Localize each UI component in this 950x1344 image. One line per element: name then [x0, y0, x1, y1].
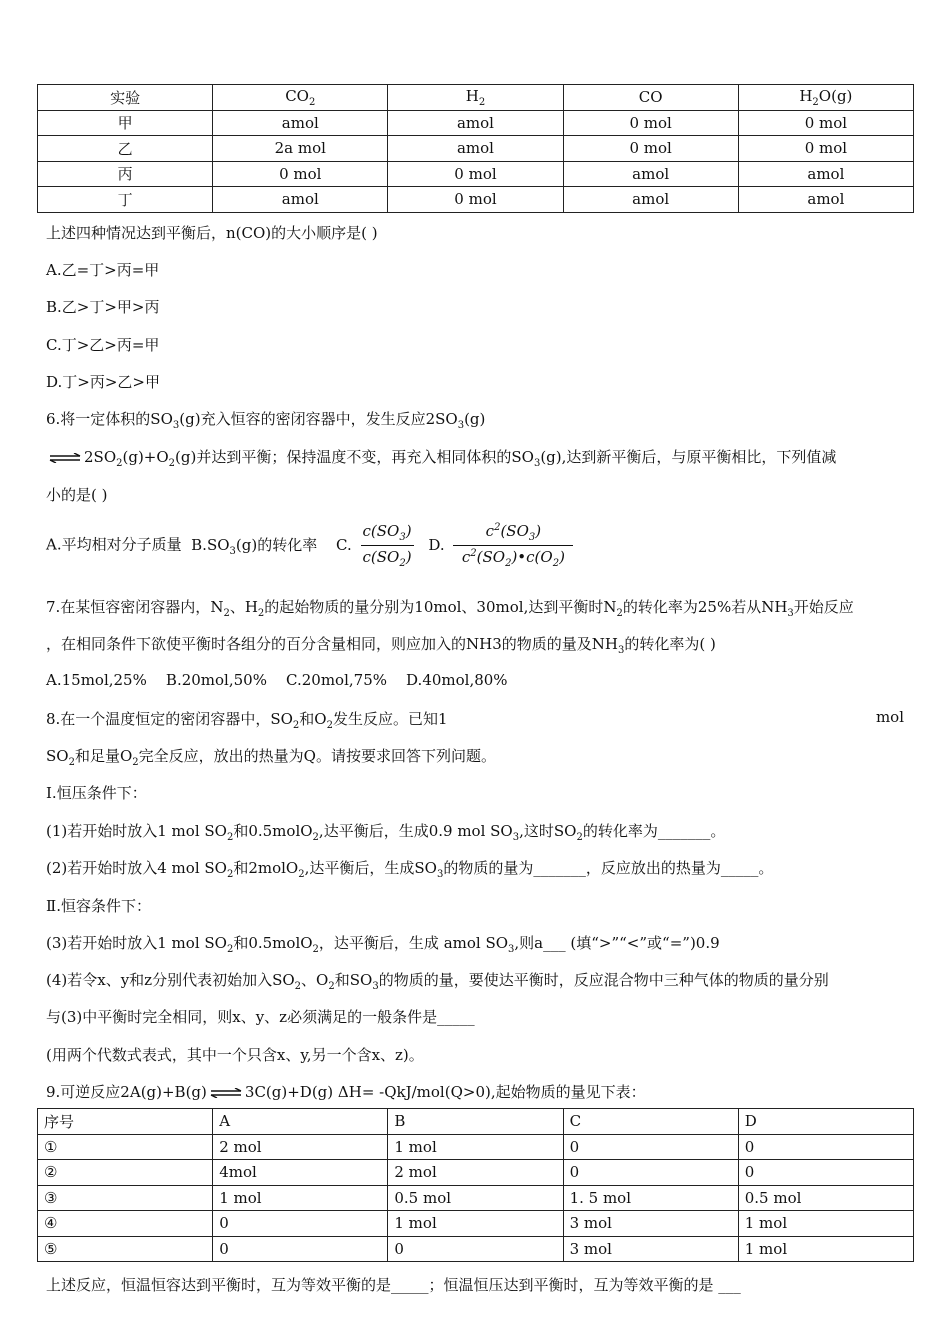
q6-option-a: A.平均相对分子质量: [46, 535, 182, 554]
table-cell: 1 mol: [388, 1211, 563, 1237]
table-cell: 0: [738, 1134, 913, 1160]
q9-stem: [46, 1081, 646, 1102]
q5-stem: 上述四种情况达到平衡后，n(CO)的大小顺序是( ): [46, 224, 378, 242]
q7-line2: ，在相同条件下欲使平衡时各组分的百分含量相同，则应加入的NH3的物质的量及$NH_3$的转化率为( ): [46, 635, 716, 656]
q8-part3: (3)若开始时放入1 mol $SO_2$和0.5molO$_2$，达平衡后，生成 amol $SO_3$,则a___ (填“>”“<”或“=”)0.9: [46, 934, 720, 955]
q8-line2: $SO_2$和足量$O_2$完全反应，放出的热量为Q。请按要求回答下列问题。: [46, 747, 496, 768]
header-cell: C: [563, 1109, 738, 1135]
q8-line1: 8.在一个温度恒定的密闭容器中，$SO_2$和$O_2$发生反应。已知1: [46, 710, 448, 731]
q7-options: A.15mol,25% B.20mol,50% C.20mol,75% D.40mol,80%: [46, 671, 508, 689]
table-cell: 丁: [38, 187, 213, 213]
table-cell: 丙: [38, 161, 213, 187]
table-cell: 甲: [38, 110, 213, 136]
q5-option-d: D.丁>丙>乙>甲: [46, 373, 160, 391]
table-header-row: [38, 85, 914, 111]
table-cell: 2 mol: [213, 1134, 388, 1160]
table-cell: ③: [38, 1185, 213, 1211]
table-cell: 3 mol: [563, 1236, 738, 1262]
table-cell: 0 mol: [563, 110, 738, 136]
table-cell: 1 mol: [738, 1211, 913, 1237]
table-cell: 0 mol: [388, 161, 563, 187]
table-row: [38, 1211, 914, 1237]
table-cell: 0 mol: [563, 136, 738, 162]
q8-part2: (2)若开始时放入4 mol $SO_2$和2molO$_2$,达平衡后，生成$SO_3$的物质的量为_______，反应放出的热量为_____。: [46, 859, 774, 880]
table-cell: 0: [213, 1236, 388, 1262]
q6-options: [46, 522, 577, 569]
table-cell: amol: [563, 161, 738, 187]
table-cell: 乙: [38, 136, 213, 162]
header-cell: A: [213, 1109, 388, 1135]
q6-line1: 6.将一定体积的$SO_3(g)$充入恒容的密闭容器中，发生反应$2SO_3(g)$: [46, 410, 486, 431]
equilibrium-arrow-icon: [209, 1088, 243, 1098]
table-cell: 2 mol: [388, 1160, 563, 1186]
q8-part1: (1)若开始时放入1 mol $SO_2$和0.5molO$_2$,达平衡后，生成0.9 mol $SO_3$,这时$SO_2$的转化率为_______。: [46, 822, 726, 843]
q7-line1: 7.在某恒容密闭容器内，$N_2$、$H_2$的起始物质的量分别为10mol、30mol,达到平衡时$N_2$的转化率为25%若从$NH_3$开始反应: [46, 598, 854, 619]
header-cell: $H_2O(g)$: [738, 85, 913, 111]
table-cell: amol: [738, 161, 913, 187]
q8-part4c: (用两个代数式表式，其中一个只含x、y,另一个含x、z)。: [46, 1046, 424, 1064]
table-cell: 1 mol: [738, 1236, 913, 1262]
table-header-row: [38, 1109, 914, 1135]
table-cell: 3 mol: [563, 1211, 738, 1237]
table-row: [38, 1236, 914, 1262]
table-cell: 0: [563, 1160, 738, 1186]
table-row: [38, 136, 914, 162]
table-cell: amol: [738, 187, 913, 213]
table-cell: amol: [388, 110, 563, 136]
table-cell: 0: [563, 1134, 738, 1160]
table-cell: amol: [563, 187, 738, 213]
q5-option-c: C.丁>乙>丙=甲: [46, 336, 160, 354]
header-cell: $CO_2$: [213, 85, 388, 111]
table-cell: ⑤: [38, 1236, 213, 1262]
q8-part4b: 与(3)中平衡时完全相同，则x、y、z必须满足的一般条件是_____: [46, 1008, 475, 1026]
table-cell: 0: [388, 1236, 563, 1262]
header-cell: 实验: [38, 85, 213, 111]
experiment-table: [37, 84, 914, 213]
header-cell: 序号: [38, 1109, 213, 1135]
table-row: [38, 187, 914, 213]
table-cell: ①: [38, 1134, 213, 1160]
q6-line3: 小的是( ): [46, 486, 108, 504]
q5-option-b: B.乙>丁>甲>丙: [46, 298, 160, 316]
table-row: [38, 161, 914, 187]
q6-option-b: $B.SO_3(g)$的转化率: [186, 535, 318, 557]
table-row: [38, 1185, 914, 1211]
header-cell: B: [388, 1109, 563, 1135]
table-row: [38, 1134, 914, 1160]
header-cell: $H_2$: [388, 85, 563, 111]
table-cell: 0: [213, 1211, 388, 1237]
table-cell: 1 mol: [388, 1134, 563, 1160]
q6-line2: $2SO_2(g)+O_2(g)$并达到平衡；保持温度不变，再充入相同体积的$SO_3(g)$,达到新平衡后，与原平衡相比，下列值减: [46, 446, 836, 469]
q9-stem-a: 9.可逆反应2A(g)+B(g): [46, 1083, 207, 1101]
table-cell: 0 mol: [388, 187, 563, 213]
table-cell: amol: [388, 136, 563, 162]
q9-stem-b: 3C(g)+D(g) ΔH= -QkJ/mol(Q>0),起始物质的量见下表：: [244, 1083, 646, 1101]
table-cell: 0 mol: [738, 110, 913, 136]
q8-section2: Ⅱ.恒容条件下：: [46, 897, 151, 915]
table-cell: 0: [738, 1160, 913, 1186]
fraction-c: $\frac{c(SO_3)}{c(SO_2)}$: [362, 522, 412, 569]
table-cell: ④: [38, 1211, 213, 1237]
header-cell: CO: [563, 85, 738, 111]
q6-option-d: D.: [428, 535, 445, 554]
table-cell: 0.5 mol: [388, 1185, 563, 1211]
table-cell: 2a mol: [213, 136, 388, 162]
table-cell: 1. 5 mol: [563, 1185, 738, 1211]
table-cell: ②: [38, 1160, 213, 1186]
initial-amount-table: [37, 1108, 914, 1262]
q8-line1-right: mol: [875, 708, 904, 726]
q8-section1: I.恒压条件下：: [46, 784, 147, 802]
table-cell: 0 mol: [738, 136, 913, 162]
equilibrium-arrow-icon: [48, 453, 82, 463]
table-cell: 4mol: [213, 1160, 388, 1186]
q8-part4a: (4)若令x、y和z分别代表初始加入$SO_2$、$O_2$和$SO_3$的物质的量，要使达平衡时，反应混合物中三种气体的物质的量分别: [46, 971, 829, 992]
q9-tail: 上述反应，恒温恒容达到平衡时，互为等效平衡的是_____；恒温恒压达到平衡时，互为等效平衡的是 ___: [46, 1276, 741, 1294]
table-cell: amol: [213, 110, 388, 136]
table-cell: amol: [213, 187, 388, 213]
q5-option-a: A.乙=丁>丙=甲: [46, 261, 160, 279]
table-row: [38, 1160, 914, 1186]
table-row: [38, 110, 914, 136]
q6-option-c: C.: [336, 535, 352, 554]
header-cell: D: [738, 1109, 913, 1135]
table-cell: 1 mol: [213, 1185, 388, 1211]
table-cell: 0.5 mol: [738, 1185, 913, 1211]
table-cell: 0 mol: [213, 161, 388, 187]
fraction-d: $\frac{c^2(SO_3)}{c^2(SO_2)•c(O_2)}$: [453, 522, 573, 569]
